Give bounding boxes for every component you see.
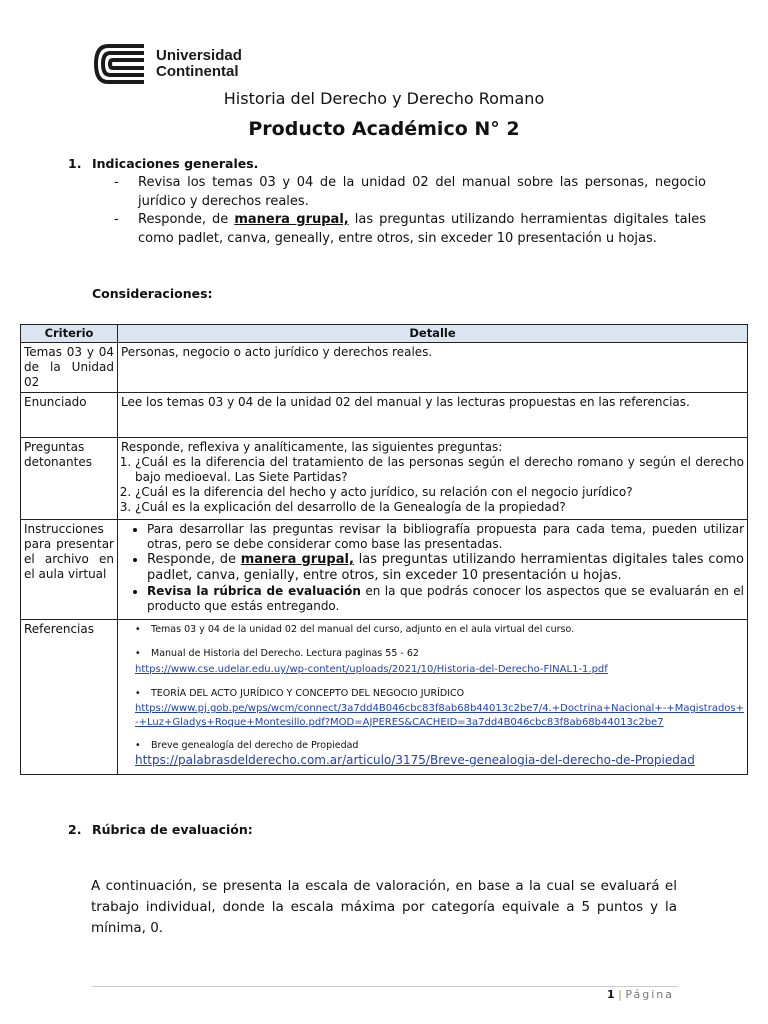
- table-row: [21, 620, 748, 775]
- bullet-2-post: las preguntas utilizando herramientas digitales tales como padlet, canva, geneally, entre otros, sin exceder 10 presentación u hojas.: [138, 212, 707, 246]
- bullet-2-pre: Responde, de: [138, 212, 235, 227]
- item2-pre: Responde, de: [147, 552, 241, 567]
- section-1-number: 1.: [68, 156, 82, 171]
- list-item: [147, 584, 744, 614]
- section-1-title: Indicaciones generales.: [92, 156, 259, 171]
- ref-4-title: Breve genealogía del derecho de Propiedad: [151, 740, 359, 751]
- list-item: • TEORÍA DEL ACTO JURÍDICO Y CONCEPTO DEL NEGOCIO JURÍDICO https://www.pj.gob.pe/wps/wcm/connect/3a7dd4B046cbc83f8ab68b44013c2be7/4.+Doctrina+Nacional+-+Magistrados+-+Luz+Gladys+Roque+Montesillo.pdf?MOD=AJPERES&CACHEID=3a7dd4B046cbc83f8ab68b44013c2be7: [135, 688, 745, 728]
- ref-1-text: Temas 03 y 04 de la unidad 02 del manual del curso, adjunto en el aula virtual del curso.: [151, 624, 575, 635]
- table-row: [21, 393, 748, 438]
- logo-line-1: Universidad: [156, 47, 242, 64]
- detalle-cell: [118, 438, 748, 520]
- criterio-cell: Referencias: [21, 620, 118, 775]
- questions-intro: Responde, reflexiva y analíticamente, las siguientes preguntas:: [121, 440, 503, 454]
- table-row: [21, 438, 748, 520]
- university-logo: [92, 42, 242, 86]
- page-number: 1: [606, 988, 615, 1001]
- list-item: 1. ¿Cuál es la diferencia del tratamiento de las personas según el derecho romano y según el derecho bajo medioeval. Las Siete Partidas?: [135, 455, 744, 485]
- instruction-bullet-2: - Responde, de manera grupal, las preguntas utilizando herramientas digitales tales como padlet, canva, geneally, entre otros, sin exceder 10 presentación u hojas.: [114, 212, 707, 246]
- footer-separator: |: [618, 988, 622, 1001]
- item3-bold: Revisa la rúbrica de evaluación: [147, 584, 361, 598]
- header-criterio: Criterio: [21, 325, 118, 343]
- detalle-cell: Lee los temas 03 y 04 de la unidad 02 del manual y las lecturas propuestas en las referencias.: [118, 393, 748, 438]
- section-2-number: 2.: [68, 822, 82, 837]
- ref-3-title: TEORÍA DEL ACTO JURÍDICO Y CONCEPTO DEL NEGOCIO JURÍDICO: [151, 688, 465, 699]
- logo-line-2: Continental: [156, 63, 239, 80]
- list-item: [147, 552, 744, 584]
- detalle-cell: Personas, negocio o acto jurídico y derechos reales.: [118, 343, 748, 393]
- instruction-bullet-2-text: [138, 210, 706, 248]
- criterio-cell: Enunciado: [21, 393, 118, 438]
- table-header-row: [21, 325, 748, 343]
- instruction-bullet-1: - Revisa los temas 03 y 04 de la unidad 02 del manual sobre las personas, negocio jurídico y derechos reales.: [114, 175, 706, 209]
- references-list: [121, 622, 744, 768]
- list-item: 2. ¿Cuál es la diferencia del hecho y acto jurídico, su relación con el negocio jurídico?: [135, 485, 744, 500]
- header-detalle: Detalle: [118, 325, 748, 343]
- instruction-bullet-1-text: Revisa los temas 03 y 04 de la unidad 02 del manual sobre las personas, negocio jurídico y derechos reales.: [138, 175, 706, 209]
- section-2-title: Rúbrica de evaluación:: [92, 822, 253, 837]
- page-word: Página: [625, 988, 674, 1001]
- list-item: • Breve genealogía del derecho de Propiedad https://palabrasdelderecho.com.ar/articulo/3175/Breve-genealogia-del-derecho-de-Propiedad: [135, 740, 695, 767]
- ref-4-link[interactable]: https://palabrasdelderecho.com.ar/articulo/3175/Breve-genealogia-del-derecho-de-Propiedad: [135, 753, 695, 767]
- section-2-heading: [68, 822, 253, 837]
- item2-emphasis: manera grupal,: [240, 552, 354, 567]
- list-item: • Temas 03 y 04 de la unidad 02 del manual del curso, adjunto en el aula virtual del curso.: [135, 624, 575, 635]
- instructions-list: [121, 522, 744, 614]
- table-row: [21, 520, 748, 620]
- table-row: [21, 343, 748, 393]
- detalle-cell: [118, 520, 748, 620]
- list-item: • Manual de Historia del Derecho. Lectura paginas 55 - 62 https://www.cse.udelar.edu.uy/wp-content/uploads/2021/10/Historia-del-Derecho-FINAL1-1.pdf: [135, 648, 608, 675]
- considerations-table: [20, 324, 748, 775]
- bullet-2-emphasis: manera grupal,: [234, 212, 349, 227]
- logo-text: [156, 48, 242, 80]
- footer-divider: [92, 986, 678, 987]
- rubric-paragraph: A continuación, se presenta la escala de valoración, en base a la cual se evaluará el trabajo individual, donde la escala máxima por categoría equivale a 5 puntos y la mínima, 0.: [91, 878, 677, 936]
- ref-2-link[interactable]: https://www.cse.udelar.edu.uy/wp-content/uploads/2021/10/Historia-del-Derecho-FINAL1-1.pdf: [135, 664, 608, 675]
- considerations-title: Consideraciones:: [92, 286, 213, 301]
- list-item: • Para desarrollar las preguntas revisar la bibliografía propuesta para cada tema, pueden utilizar otras, pero se debe considerar como base las presentadas.: [147, 522, 744, 552]
- criterio-cell: Instrucciones para presentar el archivo en el aula virtual: [21, 520, 118, 620]
- page-footer: [607, 988, 674, 1001]
- criterio-cell: Temas 03 y 04 de la Unidad 02: [21, 343, 118, 393]
- course-title: Historia del Derecho y Derecho Romano: [223, 89, 545, 108]
- ref-3-link[interactable]: https://www.pj.gob.pe/wps/wcm/connect/3a7dd4B046cbc83f8ab68b44013c2be7/4.+Doctrina+Nacional+-+Magistrados+-+Luz+Gladys+Roque+Montesillo.pdf?MOD=AJPERES&CACHEID=3a7dd4B046cbc83f8ab68b44013c2be7: [135, 703, 745, 728]
- questions-list: [121, 455, 744, 515]
- ref-2-title: Manual de Historia del Derecho. Lectura paginas 55 - 62: [151, 648, 419, 659]
- product-title: Producto Académico N° 2: [248, 118, 520, 140]
- continental-logo-icon: [92, 42, 150, 86]
- section-1-heading: [68, 156, 258, 171]
- detalle-cell: [118, 620, 748, 775]
- item3-post: en la que podrás conocer los aspectos que se evaluarán en el producto que estás entregando.: [147, 584, 744, 613]
- list-item: 3. ¿Cuál es la explicación del desarrollo de la Genealogía de la propiedad?: [135, 500, 744, 515]
- item2-post: las preguntas utilizando herramientas digitales tales como padlet, canva, genially, entre otros, sin exceder 10 presentación u hojas.: [147, 552, 745, 583]
- criterio-cell: Preguntas detonantes: [21, 438, 118, 520]
